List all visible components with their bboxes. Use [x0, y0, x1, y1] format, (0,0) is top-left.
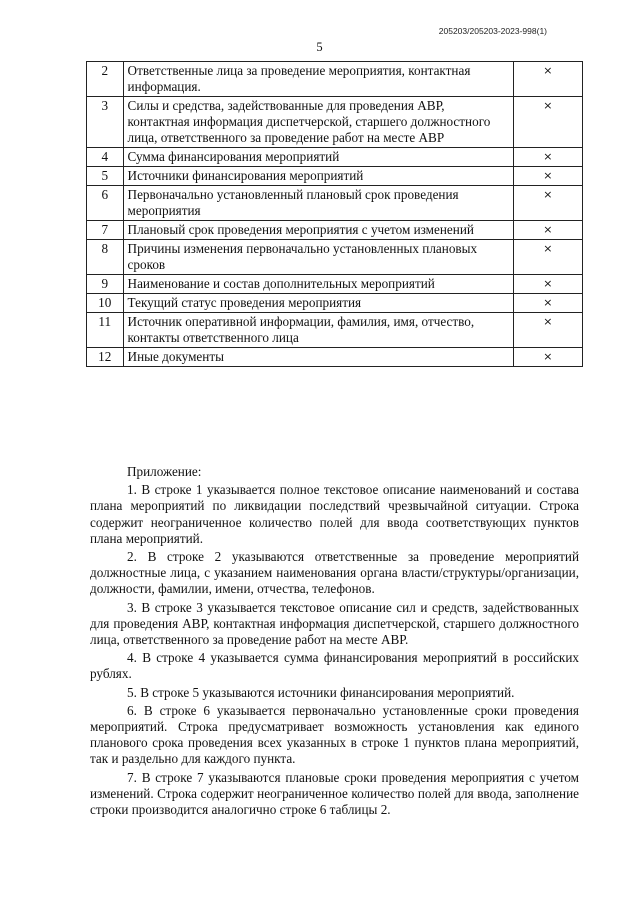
row-description: Наименование и состав дополнительных мероприятий [123, 275, 513, 294]
table-row [87, 348, 583, 367]
row-number: 3 [87, 97, 124, 148]
appendix-heading: Приложение: [127, 464, 202, 479]
row-number: 10 [87, 294, 124, 313]
row-mark: × [513, 62, 582, 97]
document-id: 205203/205203-2023-998(1) [438, 26, 547, 36]
row-mark: × [513, 167, 582, 186]
note-paragraph: 4. В строке 4 указывается сумма финансирования мероприятий в российских рублях. [90, 650, 579, 682]
table-row [87, 186, 583, 221]
table-row [87, 148, 583, 167]
table-row [87, 294, 583, 313]
row-mark: × [513, 148, 582, 167]
row-description: Силы и средства, задействованные для проведения АВР, контактная информация диспетчерской, старшего должностного лица, ответственного за проведение работ на месте АВР [123, 97, 513, 148]
row-number: 9 [87, 275, 124, 294]
row-mark: × [513, 348, 582, 367]
row-number: 4 [87, 148, 124, 167]
row-description: Источники финансирования мероприятий [123, 167, 513, 186]
row-description: Сумма финансирования мероприятий [123, 148, 513, 167]
row-number: 8 [87, 240, 124, 275]
appendix-notes [90, 464, 579, 820]
note-paragraph: 2. В строке 2 указываются ответственные за проведение мероприятий должностные лица, с указанием наименования органа власти/структуры/организации, должности, фамилии, имени, отчества, телефонов. [90, 549, 579, 597]
row-mark: × [513, 275, 582, 294]
row-mark: × [513, 313, 582, 348]
note-paragraph: 3. В строке 3 указывается текстовое описание сил и средств, задействованных для проведения АВР, контактная информация диспетчерской, старшего должностного лица, ответственного за проведение работ на месте АВР. [90, 599, 579, 648]
row-number: 11 [87, 313, 124, 348]
note-paragraph: 5. В строке 5 указываются источники финансирования мероприятий. [127, 684, 515, 700]
row-mark: × [513, 294, 582, 313]
table-row [87, 62, 583, 97]
row-number: 7 [87, 221, 124, 240]
row-number: 5 [87, 167, 124, 186]
row-mark: × [513, 186, 582, 221]
row-number: 2 [87, 62, 124, 97]
page-number: 5 [316, 40, 323, 54]
row-description: Причины изменения первоначально установленных плановых сроков [123, 240, 513, 275]
table-row [87, 221, 583, 240]
plan-table [86, 61, 583, 367]
note-paragraph: 1. В строке 1 указывается полное текстовое описание наименований и состава плана мероприятий по ликвидации последствий чрезвычайной ситуации. Строка содержит неограниченное количество полей для ввода соответствующих пунктов плана мероприятий. [90, 482, 579, 546]
row-description: Плановый срок проведения мероприятия с учетом изменений [123, 221, 513, 240]
row-description: Текущий статус проведения мероприятия [123, 294, 513, 313]
note-paragraph: 7. В строке 7 указываются плановые сроки проведения мероприятия с учетом изменений. Строка содержит неограниченное количество полей для ввода, заполнение строки производится аналогично строке 6 таблицы 2. [90, 769, 579, 818]
table-row [87, 167, 583, 186]
row-description: Источник оперативной информации, фамилия, имя, отчество, контакты ответственного лица [123, 313, 513, 348]
row-description: Ответственные лица за проведение мероприятия, контактная информация. [123, 62, 513, 97]
row-number: 6 [87, 186, 124, 221]
note-paragraph: 6. В строке 6 указывается первоначально установленные сроки проведения мероприятий. Строка предусматривает возможность установления как единого планового срока проведения всех указанных в строке 1 пунктов плана мероприятий, так и раздельно для каждого пункта. [90, 702, 579, 767]
table-row [87, 240, 583, 275]
table-row [87, 313, 583, 348]
row-description: Иные документы [123, 348, 513, 367]
row-description: Первоначально установленный плановый срок проведения мероприятия [123, 186, 513, 221]
row-mark: × [513, 221, 582, 240]
row-mark: × [513, 240, 582, 275]
table-row [87, 275, 583, 294]
row-number: 12 [87, 348, 124, 367]
row-mark: × [513, 97, 582, 148]
table-row [87, 97, 583, 148]
